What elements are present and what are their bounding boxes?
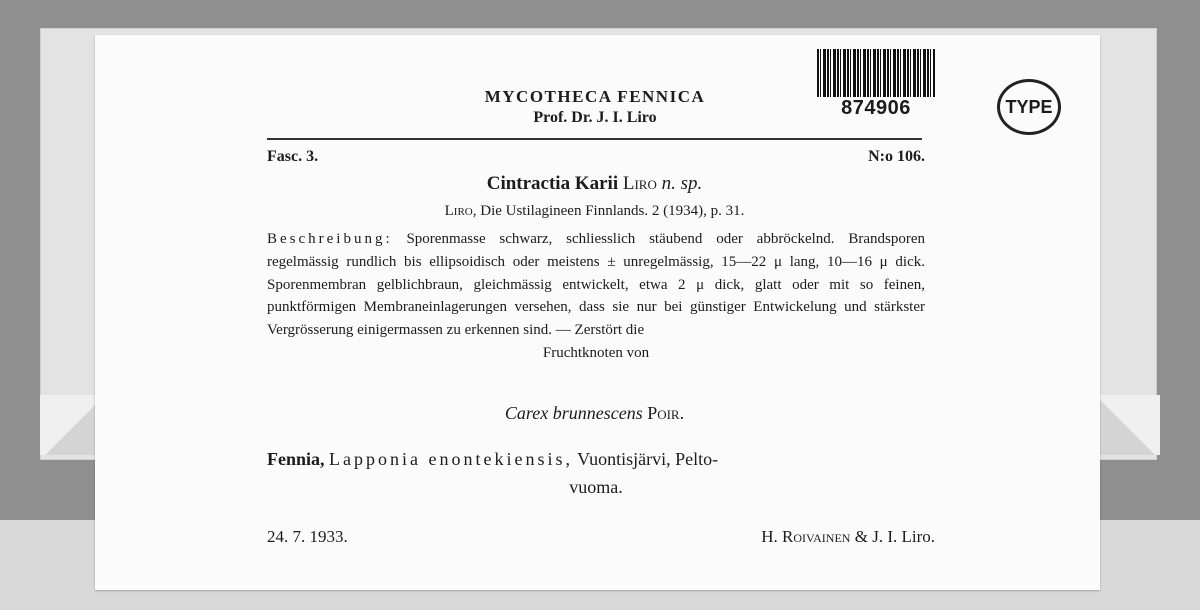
description-text: Sporenmasse schwarz, schliesslich stäubend oder abbröckelnd. Brandsporen regelmässig rundlich bis ellipsoidisch oder meistens ± unregelmässig, 15—22 μ lang, 10—16 μ dick. Sporenmembran gelblichbraun, gleichmässig entwickelt, etwa 2 μ dick, glatt oder mit so feinen, punktförmigen Membraneinlagerungen versehen, dass sie nur bei günstiger Entwickelung und stärkster Vergrösserung einigermassen zu erkennen sind. — Zerstört die — [267, 231, 925, 339]
host-name: Carex brunnescens — [504, 403, 643, 423]
collection-editor: Prof. Dr. J. I. Liro — [533, 109, 657, 126]
locality-place-continued: vuoma. — [569, 477, 623, 497]
host-author: Poir. — [647, 403, 685, 423]
collector-initial: H. — [761, 527, 778, 546]
type-stamp-icon — [997, 79, 1061, 135]
type-stamp-text: TYPE — [1005, 96, 1053, 117]
collectors — [625, 527, 935, 547]
species-author: Liro — [622, 173, 657, 194]
locality — [267, 445, 925, 501]
literature-citation — [267, 203, 922, 220]
collection-date: 24. 7. 1933. — [267, 527, 348, 546]
header-rule — [267, 138, 922, 140]
barcode-number: 874906 — [841, 97, 911, 119]
herbarium-label — [95, 35, 1100, 590]
locality-place: Vuontisjärvi, Pelto- — [572, 449, 719, 469]
locality-region: Lapponia enontekiensis, — [329, 449, 573, 469]
description-end: Fruchtknoten von — [542, 344, 650, 361]
species-title — [267, 173, 922, 195]
specimen-number: N:o 106. — [868, 148, 925, 165]
collection-title: MYCOTHECA FENNICA — [484, 87, 706, 106]
locality-country: Fennia, — [267, 449, 325, 469]
description-label: Beschreibung: — [267, 231, 393, 247]
species-name: Cintractia Karii — [486, 173, 619, 194]
citation-author: Liro — [444, 203, 473, 219]
collector-2: J. I. Liro. — [872, 527, 935, 546]
fascicle-number: Fasc. 3. — [267, 148, 319, 165]
citation-text: , Die Ustilagineen Finnlands. 2 (1934), p. 31. — [472, 203, 745, 219]
envelope-flap-right — [1090, 395, 1160, 455]
barcode-icon — [817, 49, 935, 97]
species-status: n. sp. — [661, 173, 703, 194]
species-description — [267, 228, 925, 365]
collector-and: & — [854, 527, 868, 546]
host-plant — [267, 403, 922, 424]
collector-1: Roivainen — [782, 527, 851, 546]
